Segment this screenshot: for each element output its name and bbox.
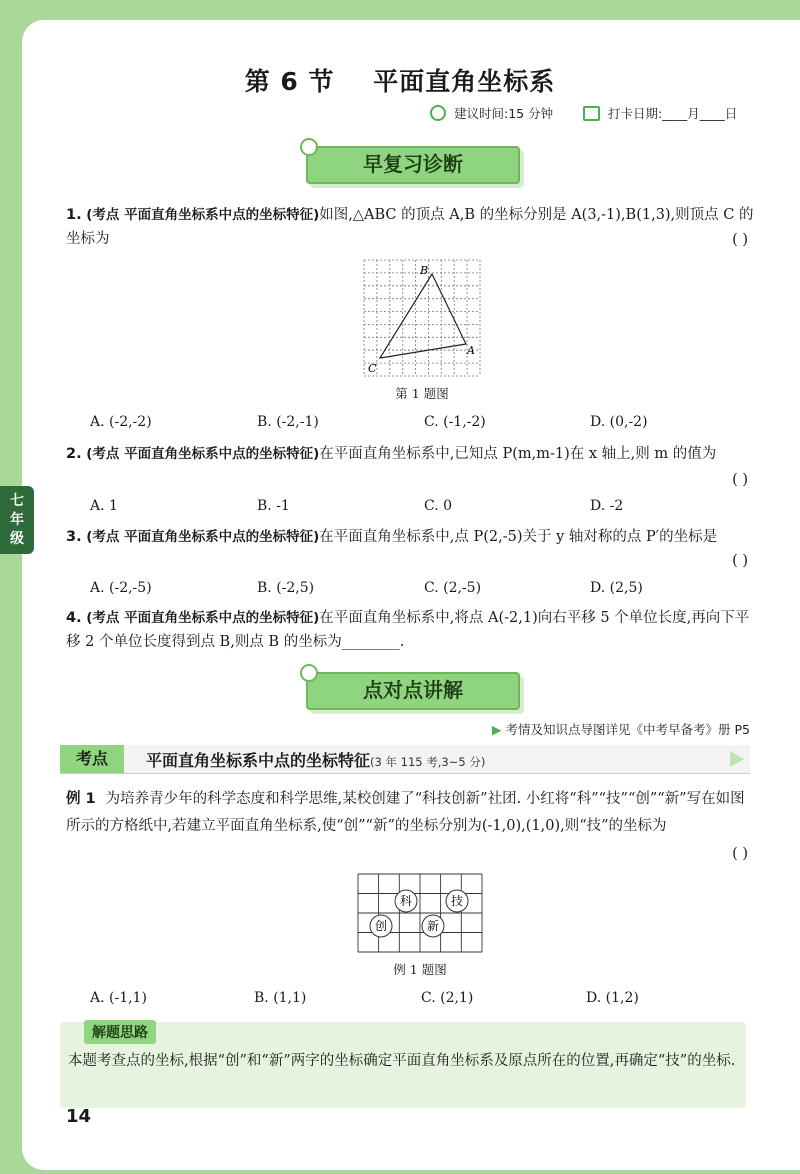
grade-side-tab [0,486,34,554]
arrow-right-icon: ▶ [491,722,502,737]
solution-thinking-label: 解题思路 [84,1020,156,1044]
question-1-caption: 第 1 题图 [395,386,449,401]
question-3-answer-paren: ( ) [732,553,748,569]
checkin-date: 打卡日期:____月____日 [608,106,738,121]
question-2-number: 2. [66,446,82,462]
example-1-option-a[interactable]: A. (-1,1) [90,990,147,1006]
example-1-option-b[interactable]: B. (1,1) [254,990,307,1006]
example-1 [66,786,756,840]
question-1-grid-figure [362,258,482,378]
grade-side-tab-text: 七年级 [10,493,24,547]
question-1-text: 如图,△ABC 的顶点 A,B 的坐标分别是 A(3,-1),B(1,3),则顶点 C 的坐标为 [66,207,754,247]
triangle-abc [380,274,466,358]
page-title: 第 6 节 平面直角坐标系 [244,67,556,96]
question-3-option-d[interactable]: D. (2,5) [590,580,643,596]
section-banner-explain-text: 点对点讲解 [363,678,463,702]
question-3-option-c[interactable]: C. (2,-5) [424,580,482,596]
question-2-option-a[interactable]: A. 1 [90,498,118,514]
question-2-text: 在平面直角坐标系中,已知点 P(m,m-1)在 x 轴上,则 m 的值为 [319,446,717,462]
char-ji: 技 [450,894,464,908]
example-1-number: 例 1 [66,791,96,807]
kaodian-bar [60,745,750,774]
question-1-answer-paren: ( ) [732,232,748,248]
reference-note-text: 考情及知识点导图详见《中考早备考》册 P5 [505,722,750,737]
suggest-time: 建议时间:15 分钟 [453,106,554,121]
question-1-tag: (考点 平面直角坐标系中点的坐标特征) [86,207,320,223]
label-b: B [420,264,429,277]
question-4-tag: (考点 平面直角坐标系中点的坐标特征) [86,610,320,626]
question-4 [66,606,756,654]
example-1-answer-paren: ( ) [732,846,748,862]
example-1-text: 为培养青少年的科学态度和科学思维,某校创建了“科技创新”社团. 小红将“科”“技”“创”“新”写在如图所示的方格纸中,若建立平面直角坐标系,使“创”“新”的坐标分别为(-1,0),(1,0),则“技”的坐标为 [66,791,745,834]
label-a: A [467,344,475,357]
kaodian-sub: (3 年 115 考,3~5 分) [370,755,486,769]
header-meta [430,104,741,122]
example-1-option-c[interactable]: C. (2,1) [421,990,474,1006]
question-1 [66,203,756,251]
question-1-option-c[interactable]: C. (-1,-2) [424,414,486,430]
example-1-grid-figure [357,873,483,953]
question-3-option-b[interactable]: B. (-2,5) [257,580,315,596]
reference-note [492,720,750,738]
question-1-option-a[interactable]: A. (-2,-2) [90,414,152,430]
calendar-icon [583,106,600,121]
example-grid-lines [358,874,482,952]
char-xin: 新 [426,919,440,933]
question-3-number: 3. [66,529,82,545]
question-1-number: 1. [66,207,82,223]
question-2-option-b[interactable]: B. -1 [257,498,290,514]
section-banner-review-text: 早复习诊断 [363,152,463,176]
section-banner-review [306,146,520,184]
question-3-option-a[interactable]: A. (-2,-5) [90,580,152,596]
kaodian-title-wrap [146,748,485,771]
question-4-number: 4. [66,610,82,626]
example-1-caption: 例 1 题图 [393,962,447,977]
question-2 [66,442,756,466]
char-chuang: 创 [374,919,388,933]
clock-icon [430,105,446,121]
paper-plane-icon [730,751,744,767]
question-1-option-d[interactable]: D. (0,-2) [590,414,648,430]
question-3-text: 在平面直角坐标系中,点 P(2,-5)关于 y 轴对称的点 P′的坐标是 [319,529,718,545]
question-2-answer-paren: ( ) [732,472,748,488]
pin-icon [300,664,318,682]
example-1-option-d[interactable]: D. (1,2) [586,990,639,1006]
page-number: 14 [66,1106,92,1127]
grid-lines [364,260,480,376]
question-3 [66,525,756,549]
question-3-tag: (考点 平面直角坐标系中点的坐标特征) [86,529,320,545]
question-2-tag: (考点 平面直角坐标系中点的坐标特征) [86,446,320,462]
kaodian-title: 平面直角坐标系中点的坐标特征 [146,751,371,770]
section-banner-explain [306,672,520,710]
solution-thinking-box [60,1022,746,1108]
question-2-option-d[interactable]: D. -2 [590,498,624,514]
solution-thinking-text: 本题考查点的坐标,根据“创”和“新”两字的坐标确定平面直角坐标系及原点所在的位置,再确定“技”的坐标. [68,1053,736,1069]
char-ke: 科 [399,894,413,908]
question-4-text: 在平面直角坐标系中,将点 A(-2,1)向右平移 5 个单位长度,再向下平移 2 个单位长度得到点 B,则点 B 的坐标为________. [66,610,750,650]
label-c: C [368,362,377,375]
question-1-option-b[interactable]: B. (-2,-1) [257,414,319,430]
pin-icon [300,138,318,156]
question-2-option-c[interactable]: C. 0 [424,498,453,514]
kaodian-label: 考点 [60,745,124,773]
